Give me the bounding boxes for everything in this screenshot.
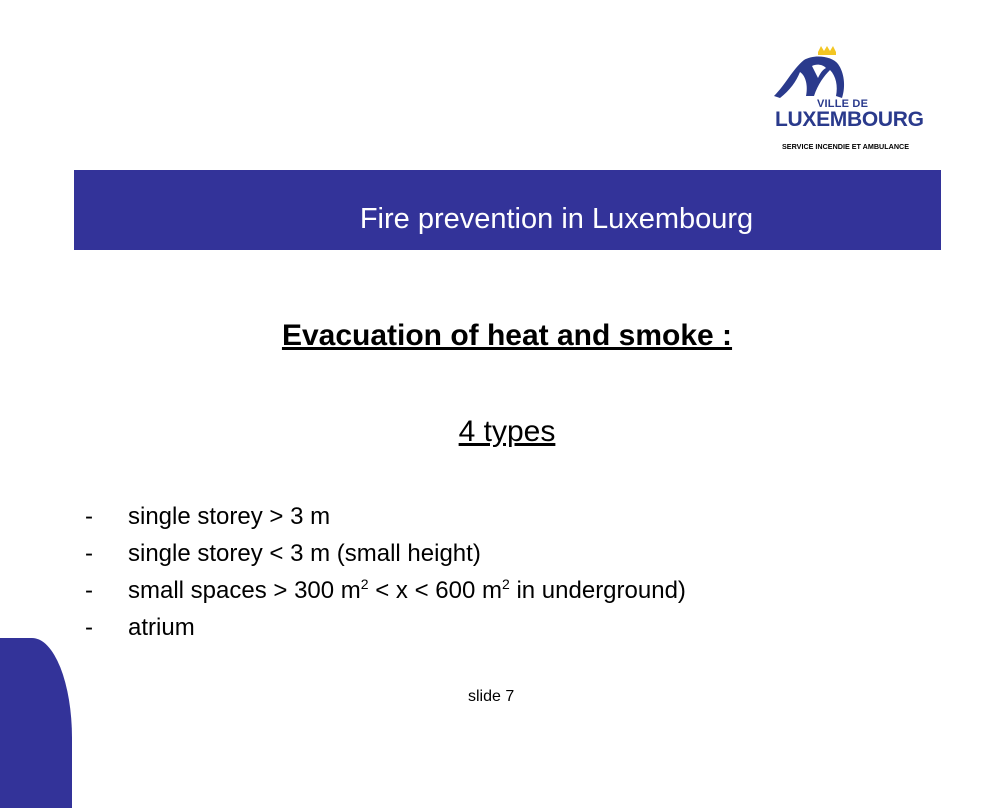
list-item-text-part: in underground) xyxy=(509,577,686,604)
superscript: 2 xyxy=(360,576,369,592)
dash-bullet: - xyxy=(85,503,93,530)
logo-line-ville: VILLE DE xyxy=(817,98,869,110)
list-item-text-part: < x < 600 m xyxy=(368,577,502,604)
dash-bullet: - xyxy=(85,614,93,641)
types-subheading: 4 types xyxy=(458,415,556,448)
list-item xyxy=(85,535,686,572)
logo-line-service: SERVICE INCENDIE ET AMBULANCE xyxy=(782,142,909,151)
list-item xyxy=(85,609,686,646)
list-item-text: atrium xyxy=(128,614,195,641)
section-heading: Evacuation of heat and smoke : xyxy=(281,319,733,352)
title-band xyxy=(74,170,941,250)
logo-line-luxembourg: LUXEMBOURG xyxy=(775,108,924,131)
superscript: 2 xyxy=(501,576,510,592)
dash-bullet: - xyxy=(85,540,93,567)
list-item-text: single storey > 3 m xyxy=(128,503,331,530)
list-item-text: single storey < 3 m (small height) xyxy=(128,540,481,567)
list-item xyxy=(85,498,686,535)
slide-number: slide 7 xyxy=(468,688,515,705)
city-logo xyxy=(760,46,950,156)
types-list xyxy=(85,498,686,646)
list-item xyxy=(85,572,686,609)
list-item-text-part: small spaces > 300 m xyxy=(128,577,361,604)
dash-bullet: - xyxy=(85,577,93,604)
corner-decoration xyxy=(0,638,72,808)
slide-title: Fire prevention in Luxembourg xyxy=(359,203,754,235)
